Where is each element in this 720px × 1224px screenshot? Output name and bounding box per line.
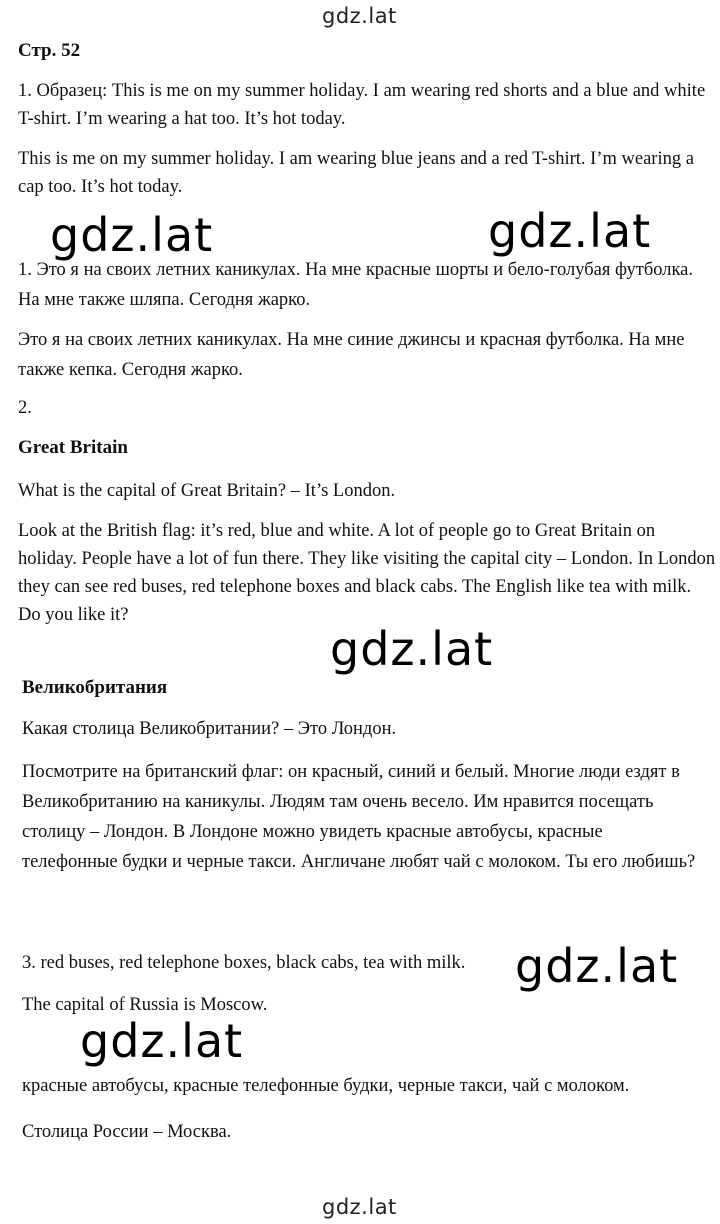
watermark-bottom: gdz.lat — [322, 1195, 397, 1219]
ex1-en-paragraph-1: 1. Образец: This is me on my summer holiday. I am wearing red shorts and a blue and white T-shirt. I’m wearing a hat too. It’s hot today. — [18, 81, 706, 129]
ex2-question-en: What is the capital of Great Britain? – It’s London. — [18, 481, 396, 501]
ex3-ru-line-2: Столица России – Москва. — [22, 1122, 232, 1142]
ex1-ru-paragraph-1: 1. Это я на своих летних каникулах. На мне красные шорты и бело-голубая футболка. На мне также шляпа. Сегодня жарко. — [18, 260, 694, 310]
ex2-title-en: Great Britain — [18, 437, 128, 458]
watermark-large: gdz.lat — [50, 208, 214, 262]
ex3-ru-line-1: красные автобусы, красные телефонные будки, черные такси, чай с молоком. — [22, 1076, 630, 1096]
ex1-ru-paragraph-2: Это я на своих летних каникулах. На мне синие джинсы и красная футболка. На мне также кепка. Сегодня жарко. — [18, 330, 685, 380]
ex2-title-ru: Великобритания — [22, 677, 168, 698]
watermark-large: gdz.lat — [488, 204, 652, 258]
watermark-large: gdz.lat — [80, 1014, 244, 1068]
ex1-en-paragraph-2: This is me on my summer holiday. I am wearing blue jeans and a red T-shirt. I’m wearing a cap too. It’s hot today. — [18, 149, 694, 197]
page-label: Стр. 52 — [18, 40, 81, 61]
ex2-text-ru: Посмотрите на британский флаг: он красный, синий и белый. Многие люди ездят в Великобританию на каникулы. Людям там очень весело. Им нравится посещать столицу – Лондон. В Лондоне можно увидеть красные автобусы, красные телефонные будки и черные такси. Англичане любят чай с молоком. Ты его любишь? — [22, 762, 696, 872]
watermark-large: gdz.lat — [515, 939, 679, 993]
watermark-large: gdz.lat — [330, 622, 494, 676]
ex2-number: 2. — [18, 398, 32, 418]
ex2-question-ru: Какая столица Великобритании? – Это Лондон. — [22, 719, 397, 739]
ex3-en-line-2: The capital of Russia is Moscow. — [22, 995, 268, 1015]
ex3-en-line-1: 3. red buses, red telephone boxes, black cabs, tea with milk. — [22, 953, 466, 973]
ex2-text-en: Look at the British flag: it’s red, blue and white. A lot of people go to Great Britain on holiday. People have a lot of fun there. They like visiting the capital city – London. In London they can see red buses, red telephone boxes and black cabs. The English like tea with milk. Do you like it? — [18, 521, 716, 625]
watermark-top: gdz.lat — [322, 4, 397, 28]
